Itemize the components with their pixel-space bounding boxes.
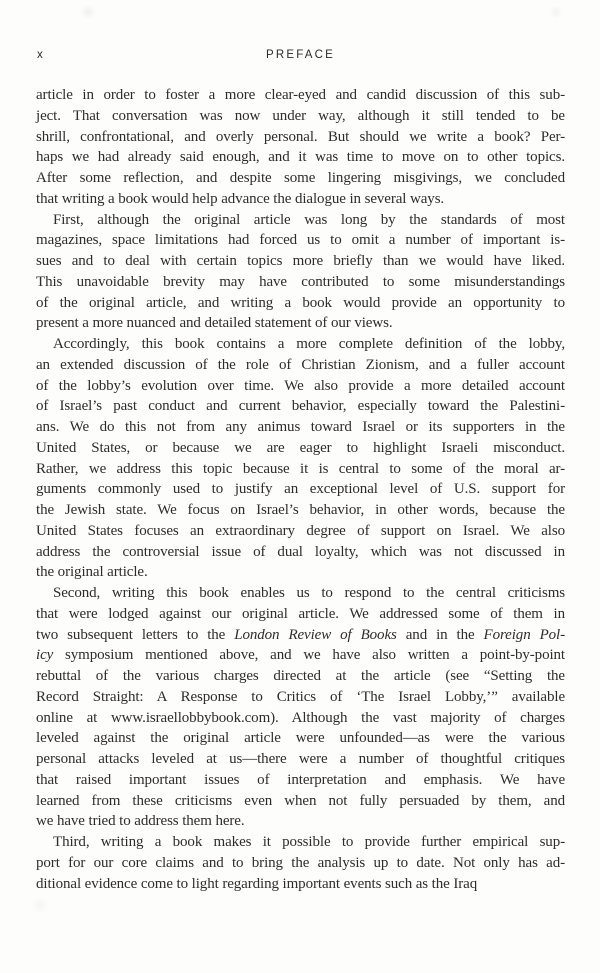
text-run: the original article.: [36, 564, 148, 581]
text-run: United States, or because we are eager to highlight Israeli misconduct.: [36, 439, 565, 456]
text-run: Second, writing this book enables us to respond to the central criticisms: [53, 585, 565, 601]
text-line: [36, 874, 565, 895]
running-head-title: PREFACE: [265, 49, 336, 61]
italic-text-run: icy: [36, 647, 54, 664]
italic-text-run: London Review of Books: [234, 626, 397, 643]
text-line: [36, 770, 565, 791]
text-run: of the lobby’s evolution over time. We also provide a more detailed account: [36, 377, 565, 394]
text-line: [36, 728, 565, 749]
text-line: [36, 666, 565, 687]
text-run: haps we had already said enough, and it was time to move on to other topics.: [36, 149, 565, 166]
paragraph: [36, 832, 565, 894]
page-number: x: [37, 49, 44, 61]
text-line: [36, 708, 565, 729]
text-run: of Israel’s past conduct and current behavior, especially toward the Palestini-: [36, 398, 565, 415]
paragraph: [36, 583, 565, 832]
text-line: [36, 417, 565, 438]
text-run: First, although the original article was long by the standards of most: [53, 211, 565, 228]
text-line: [36, 251, 565, 272]
text-run: ditional evidence come to light regarding important events such as the Iraq: [36, 875, 478, 892]
text-line: [36, 562, 565, 583]
text-run: Third, writing a book makes it possible to provide further empirical sup-: [53, 834, 565, 850]
text-run: guments commonly used to justify an exceptional level of U.S. support for: [36, 481, 565, 498]
text-run: present a more nuanced and detailed statement of our views.: [36, 315, 393, 332]
text-line: [36, 791, 565, 812]
text-run: leveled against the original article were unfounded—as were the various: [36, 730, 565, 747]
text-run: This unavoidable brevity may have contributed to some misunderstandings: [36, 273, 565, 290]
text-run: that writing a book would help advance the dialogue in several ways.: [36, 190, 445, 207]
text-line: [36, 313, 565, 334]
text-line: [36, 396, 565, 417]
text-line: [36, 542, 565, 563]
paragraph: [36, 334, 565, 583]
text-run: learned from these criticisms even when not fully persuaded by them, and: [36, 792, 565, 809]
text-run: port for our core claims and to bring the analysis up to date. Not only has ad-: [36, 854, 565, 871]
text-line: [36, 832, 565, 853]
text-run: two subsequent letters to the: [36, 626, 235, 643]
text-line: [36, 106, 565, 127]
text-line: [36, 127, 565, 148]
text-line: [36, 583, 565, 604]
text-line: [36, 459, 565, 480]
paragraph: [36, 85, 565, 210]
text-line: [36, 293, 565, 314]
text-run: ject. That conversation was now under way, although it still tended to be: [36, 107, 565, 124]
text-run: personal attacks leveled at us—there were a number of thoughtful critiques: [36, 751, 565, 767]
running-header: [36, 48, 565, 64]
text-run: symposium mentioned above, and we have also written a point-by-point: [53, 647, 565, 664]
text-run: magazines, space limitations had forced us to omit a number of important is-: [36, 232, 565, 249]
text-line: [36, 147, 565, 168]
text-run: address the controversial issue of dual loyalty, which was not discussed in: [36, 543, 565, 560]
text-line: [36, 230, 565, 251]
text-line: [36, 438, 565, 459]
text-run: we have tried to address them here.: [36, 813, 245, 830]
text-line: [36, 604, 565, 625]
text-line: [36, 272, 565, 293]
text-line: [36, 210, 565, 231]
text-run: of the original article, and writing a book would provide an opportunity to: [36, 294, 565, 311]
text-run: shrill, confrontational, and overly personal. But should we write a book? Per-: [36, 128, 565, 145]
text-line: [36, 334, 565, 355]
text-line: [36, 355, 565, 376]
text-line: [36, 749, 565, 770]
text-line: [36, 168, 565, 189]
text-run: and in the: [396, 626, 484, 643]
text-run: article in order to foster a more clear-eyed and candid discussion of this sub-: [36, 87, 565, 103]
text-line: [36, 625, 565, 646]
text-line: [36, 376, 565, 397]
italic-text-run: Foreign Pol-: [483, 626, 566, 643]
text-run: the Jewish state. We focus on Israel’s behavior, in other words, because the: [36, 502, 565, 518]
text-line: [36, 521, 565, 542]
paragraph: [36, 210, 565, 335]
text-line: [36, 687, 565, 708]
text-run: After some reflection, and despite some lingering misgivings, we concluded: [36, 170, 565, 186]
text-run: rebuttal of the various charges directed at the article (see “Setting the: [36, 668, 565, 684]
text-run: Record Straight: A Response to Critics of ‘The Israel Lobby,’” available: [36, 688, 565, 705]
text-line: [36, 189, 565, 210]
text-line: [36, 500, 565, 521]
text-run: ans. We do this not from any animus toward Israel or its supporters in the: [36, 419, 565, 435]
text-run: Rather, we address this topic because it is central to some of the moral ar-: [36, 460, 565, 477]
text-run: that raised important issues of interpretation and emphasis. We have: [36, 771, 565, 788]
text-run: online at www.israellobbybook.com). Although the vast majority of charges: [36, 709, 565, 726]
text-line: [36, 479, 565, 500]
text-line: [36, 645, 565, 666]
text-line: [36, 811, 565, 832]
text-run: sues and to deal with certain topics more briefly than we would have liked.: [36, 253, 565, 269]
text-run: United States focuses an extraordinary degree of support on Israel. We also: [36, 522, 565, 539]
text-run: an extended discussion of the role of Christian Zionism, and a fuller account: [36, 356, 565, 373]
text-run: that were lodged against our original article. We addressed some of them in: [36, 605, 565, 622]
page-body: [36, 85, 565, 894]
text-line: [36, 85, 565, 106]
text-run: Accordingly, this book contains a more complete definition of the lobby,: [53, 336, 565, 352]
text-line: [36, 853, 565, 874]
